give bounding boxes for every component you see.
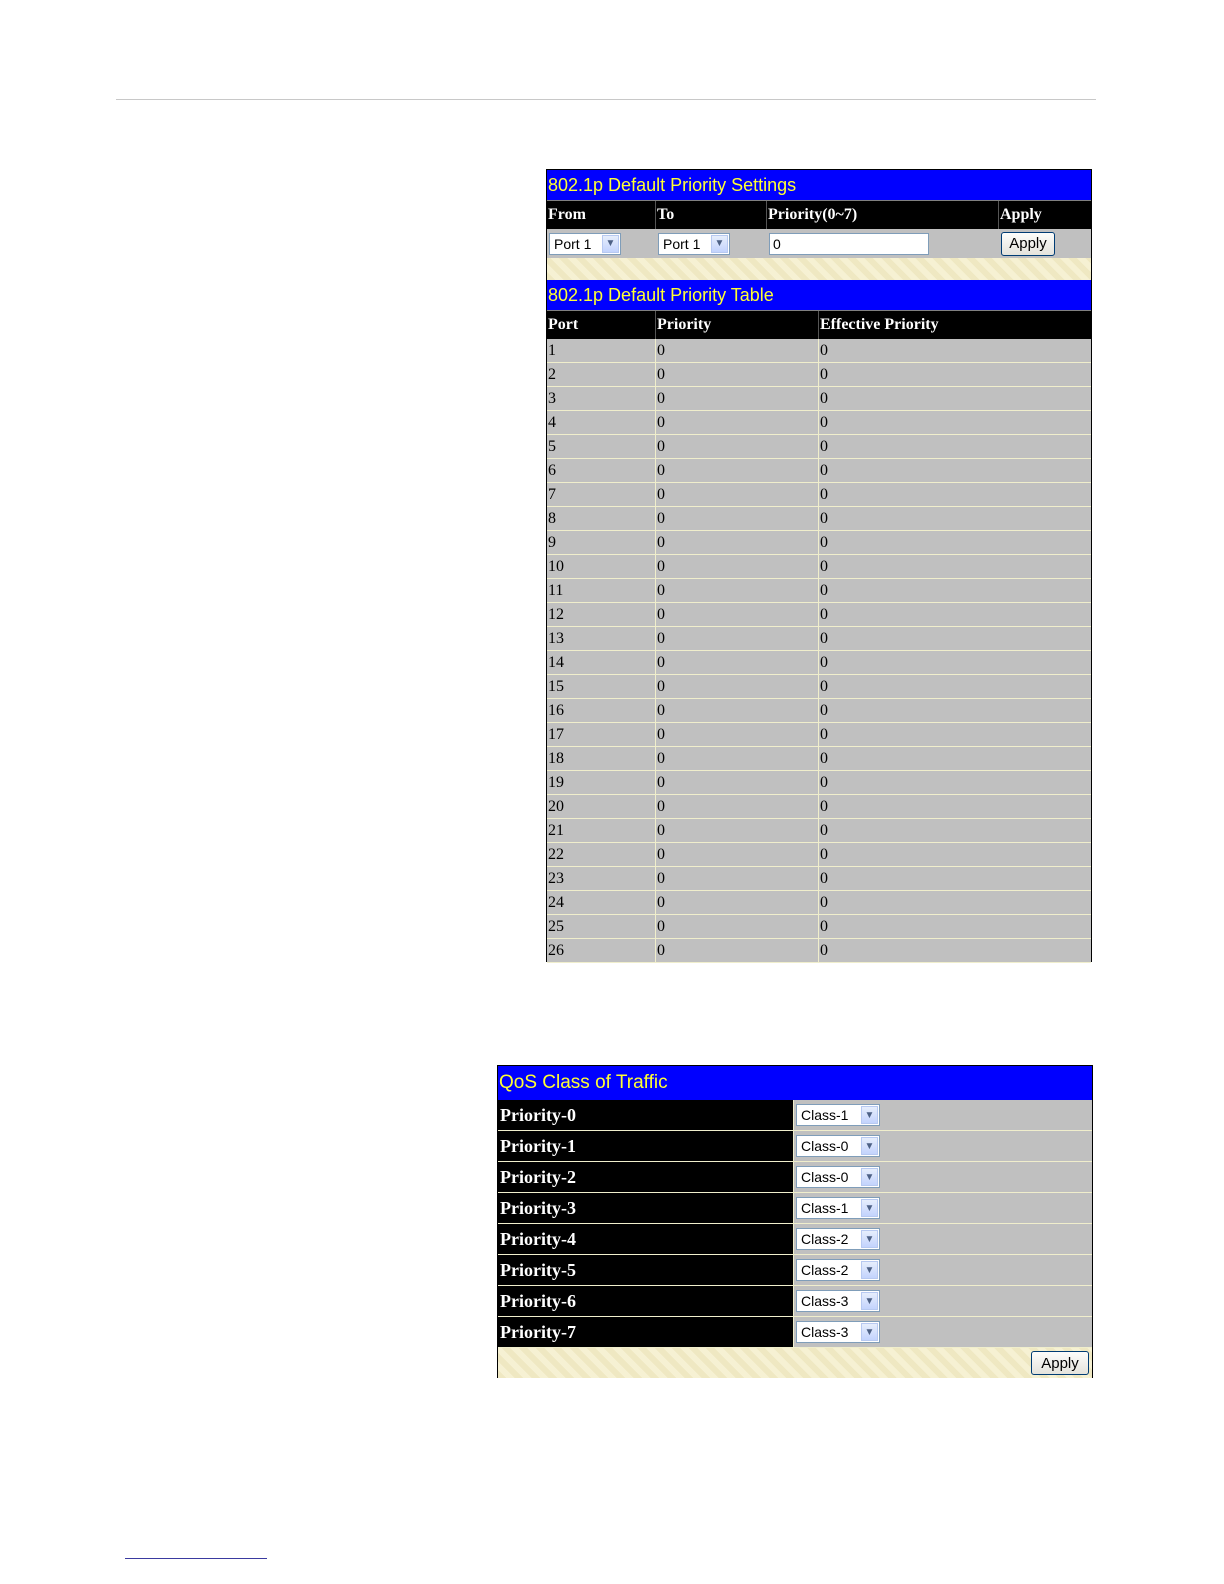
priority-cell: 0 (656, 723, 819, 746)
table-row (547, 531, 1091, 555)
class-cell (794, 1162, 1092, 1192)
chevron-down-icon[interactable]: ▼ (861, 1168, 878, 1186)
priority-label: Priority-3 (498, 1193, 794, 1223)
table-row (547, 435, 1091, 459)
footer-link-underline (125, 1558, 267, 1559)
to-header: To (656, 201, 767, 229)
class-select[interactable] (796, 1166, 880, 1188)
class-value: Class-0 (801, 1169, 849, 1185)
effective-priority-cell: 0 (820, 365, 828, 383)
effective-priority-cell: 0 (820, 629, 828, 647)
chevron-down-icon[interactable]: ▼ (861, 1261, 878, 1279)
priority-cell: 0 (656, 915, 819, 938)
port-cell: 22 (547, 843, 656, 866)
priority-header: Priority(0~7) (767, 201, 999, 229)
priority-cell: 0 (656, 483, 819, 506)
priority-label: Priority-7 (498, 1317, 794, 1347)
effective-priority-cell: 0 (820, 437, 828, 455)
priority-label: Priority-5 (498, 1255, 794, 1285)
class-cell (794, 1286, 1092, 1316)
class-value: Class-0 (801, 1138, 849, 1154)
effective-priority-cell: 0 (820, 725, 828, 743)
priority-cell: 0 (656, 411, 819, 434)
table-row (547, 771, 1091, 795)
table-row (547, 387, 1091, 411)
priority-label: Priority-6 (498, 1286, 794, 1316)
priority-label: Priority-2 (498, 1162, 794, 1192)
apply-header: Apply (1000, 206, 1042, 223)
qos-row (498, 1100, 1092, 1131)
port-cell: 15 (547, 675, 656, 698)
qos-apply-button[interactable]: Apply (1031, 1351, 1089, 1375)
table-row (547, 723, 1091, 747)
effective-priority-cell: 0 (820, 941, 828, 959)
priority-label: Priority-0 (498, 1100, 794, 1130)
to-cell (656, 229, 767, 258)
chevron-down-icon[interactable]: ▼ (861, 1292, 878, 1310)
chevron-down-icon[interactable]: ▼ (861, 1106, 878, 1124)
qos-row (498, 1193, 1092, 1224)
table-row (547, 747, 1091, 771)
class-cell (794, 1317, 1092, 1347)
port-cell: 6 (547, 459, 656, 482)
effective-priority-cell: 0 (820, 389, 828, 407)
table-title: 802.1p Default Priority Table (547, 280, 1091, 310)
to-port-value: Port 1 (663, 235, 701, 252)
port-cell: 18 (547, 747, 656, 770)
priority-col-header: Priority (656, 311, 819, 339)
qos-rows (498, 1100, 1092, 1348)
port-cell: 26 (547, 939, 656, 962)
from-port-select[interactable] (549, 233, 621, 255)
effective-priority-cell: 0 (820, 917, 828, 935)
priority-cell: 0 (656, 651, 819, 674)
effective-priority-cell: 0 (820, 485, 828, 503)
priority-cell: 0 (656, 603, 819, 626)
effective-priority-cell: 0 (820, 773, 828, 791)
port-cell: 13 (547, 627, 656, 650)
priority-cell (767, 229, 999, 258)
priority-cell: 0 (656, 459, 819, 482)
from-cell (547, 229, 656, 258)
table-row (547, 699, 1091, 723)
port-cell: 8 (547, 507, 656, 530)
chevron-down-icon[interactable]: ▼ (861, 1199, 878, 1217)
table-row (547, 483, 1091, 507)
qos-row (498, 1286, 1092, 1317)
table-row (547, 867, 1091, 891)
apply-cell (999, 229, 1091, 258)
qos-footer (498, 1348, 1092, 1378)
class-value: Class-2 (801, 1262, 849, 1278)
port-cell: 7 (547, 483, 656, 506)
port-cell: 19 (547, 771, 656, 794)
priority-cell: 0 (656, 507, 819, 530)
class-select[interactable] (796, 1321, 880, 1343)
table-row (547, 819, 1091, 843)
chevron-down-icon[interactable]: ▼ (861, 1323, 878, 1341)
table-header-row (547, 310, 1091, 339)
effective-priority-header: Effective Priority (820, 316, 939, 333)
port-cell: 24 (547, 891, 656, 914)
settings-apply-button[interactable]: Apply (1001, 232, 1055, 256)
table-row (547, 627, 1091, 651)
chevron-down-icon[interactable]: ▼ (861, 1230, 878, 1248)
table-row (547, 459, 1091, 483)
table-row (547, 891, 1091, 915)
class-cell (794, 1193, 1092, 1223)
port-cell: 2 (547, 363, 656, 386)
effective-priority-cell: 0 (820, 413, 828, 431)
qos-row (498, 1317, 1092, 1348)
priority-cell: 0 (656, 435, 819, 458)
effective-priority-cell: 0 (820, 821, 828, 839)
effective-priority-cell: 0 (820, 341, 828, 359)
table-row (547, 795, 1091, 819)
port-cell: 10 (547, 555, 656, 578)
priority-cell: 0 (656, 771, 819, 794)
chevron-down-icon[interactable]: ▼ (861, 1137, 878, 1155)
priority-cell: 0 (656, 363, 819, 386)
class-value: Class-3 (801, 1293, 849, 1309)
port-cell: 16 (547, 699, 656, 722)
port-cell: 4 (547, 411, 656, 434)
class-value: Class-2 (801, 1231, 849, 1247)
class-value: Class-3 (801, 1324, 849, 1340)
priority-cell: 0 (656, 675, 819, 698)
effective-priority-cell: 0 (820, 797, 828, 815)
priority-cell: 0 (656, 555, 819, 578)
settings-header-row (547, 200, 1091, 229)
port-cell: 14 (547, 651, 656, 674)
from-header: From (547, 201, 656, 229)
class-select[interactable] (796, 1197, 880, 1219)
priority-cell: 0 (656, 627, 819, 650)
qos-class-panel (497, 1065, 1093, 1378)
priority-cell: 0 (656, 795, 819, 818)
priority-cell: 0 (656, 843, 819, 866)
class-select[interactable] (796, 1290, 880, 1312)
port-cell: 23 (547, 867, 656, 890)
port-cell: 9 (547, 531, 656, 554)
qos-title: QoS Class of Traffic (498, 1066, 1092, 1100)
priority-input[interactable]: 0 (769, 233, 929, 255)
port-cell: 21 (547, 819, 656, 842)
port-cell: 11 (547, 579, 656, 602)
effective-priority-cell: 0 (820, 509, 828, 527)
qos-row (498, 1162, 1092, 1193)
qos-row (498, 1131, 1092, 1162)
table-row (547, 603, 1091, 627)
priority-table-body (547, 339, 1091, 963)
port-cell: 25 (547, 915, 656, 938)
priority-cell: 0 (656, 699, 819, 722)
settings-title: 802.1p Default Priority Settings (547, 170, 1091, 200)
table-row (547, 843, 1091, 867)
settings-spacer (547, 258, 1091, 280)
effective-priority-cell: 0 (820, 533, 828, 551)
qos-row (498, 1255, 1092, 1286)
effective-priority-cell: 0 (820, 461, 828, 479)
effective-priority-cell: 0 (820, 677, 828, 695)
settings-controls-row (547, 229, 1091, 258)
port-cell: 17 (547, 723, 656, 746)
priority-cell: 0 (656, 867, 819, 890)
class-value: Class-1 (801, 1107, 849, 1123)
effective-priority-cell: 0 (820, 701, 828, 719)
priority-cell: 0 (656, 531, 819, 554)
class-cell (794, 1131, 1092, 1161)
top-divider (116, 99, 1096, 100)
table-row (547, 555, 1091, 579)
port-cell: 1 (547, 339, 656, 362)
port-cell: 20 (547, 795, 656, 818)
table-row (547, 675, 1091, 699)
port-cell: 12 (547, 603, 656, 626)
effective-priority-cell: 0 (820, 605, 828, 623)
table-row (547, 411, 1091, 435)
effective-priority-cell: 0 (820, 845, 828, 863)
table-row (547, 939, 1091, 963)
class-cell (794, 1224, 1092, 1254)
port-cell: 3 (547, 387, 656, 410)
class-select[interactable] (796, 1228, 880, 1250)
table-row (547, 915, 1091, 939)
table-row (547, 363, 1091, 387)
priority-cell: 0 (656, 939, 819, 962)
priority-cell: 0 (656, 579, 819, 602)
effective-priority-cell: 0 (820, 893, 828, 911)
class-value: Class-1 (801, 1200, 849, 1216)
chevron-down-icon[interactable]: ▼ (602, 235, 619, 253)
class-select[interactable] (796, 1104, 880, 1126)
class-cell (794, 1255, 1092, 1285)
priority-cell: 0 (656, 339, 819, 362)
priority-cell: 0 (656, 891, 819, 914)
from-port-value: Port 1 (554, 235, 592, 252)
priority-cell: 0 (656, 387, 819, 410)
qos-row (498, 1224, 1092, 1255)
table-row (547, 579, 1091, 603)
class-select[interactable] (796, 1135, 880, 1157)
table-row (547, 339, 1091, 363)
effective-priority-cell: 0 (820, 749, 828, 767)
priority-cell: 0 (656, 747, 819, 770)
priority-label: Priority-1 (498, 1131, 794, 1161)
chevron-down-icon[interactable]: ▼ (711, 235, 728, 253)
class-cell (794, 1100, 1092, 1130)
effective-priority-cell: 0 (820, 581, 828, 599)
class-select[interactable] (796, 1259, 880, 1281)
effective-priority-cell: 0 (820, 653, 828, 671)
to-port-select[interactable] (658, 233, 730, 255)
effective-priority-cell: 0 (820, 869, 828, 887)
default-priority-panel (546, 169, 1092, 962)
priority-label: Priority-4 (498, 1224, 794, 1254)
table-row (547, 507, 1091, 531)
priority-cell: 0 (656, 819, 819, 842)
effective-priority-cell: 0 (820, 557, 828, 575)
port-cell: 5 (547, 435, 656, 458)
table-row (547, 651, 1091, 675)
port-header: Port (547, 311, 656, 339)
